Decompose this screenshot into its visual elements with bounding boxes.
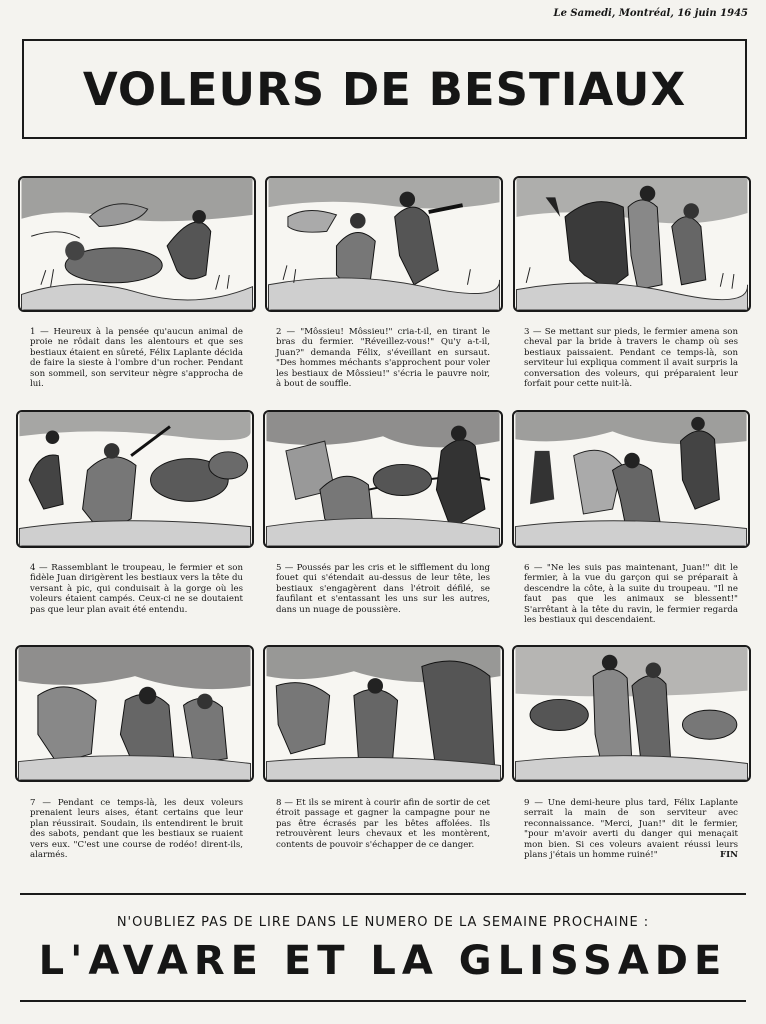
next-story-title: L'AVARE ET LA GLISSADE bbox=[38, 938, 728, 984]
comic-panel-9 bbox=[512, 645, 751, 782]
panel-illustration-8 bbox=[265, 647, 502, 780]
panel-illustration-7 bbox=[17, 647, 252, 780]
caption-6: 6 — "Ne les suis pas maintenant, Juan!" dit le fermier, à la vue du garçon qui se préparait à descendre la côte, à la suite du troupeau. "Il ne faut pas que les animaux se blessent!" S'arrêtant à la tête du ravin, le fermier regarda les bestiaux qui descendaient. bbox=[524, 563, 738, 626]
panel-illustration-6 bbox=[514, 412, 748, 546]
caption-7: 7 — Pendant ce temps-là, les deux voleurs prenaient leurs aises, étant certains que leur plan réussirait. Soudain, ils entendirent le bruit des sabots, pendant que les bestiaux se ruaient vers eux. "C'est une course de rodéo! dirent-ils, alarmés. bbox=[30, 798, 243, 861]
panel-illustration-3 bbox=[515, 178, 749, 310]
caption-9-text: 9 — Une demi-heure plus tard, Félix Laplante serrait la main de son serviteur avec reconnaissance. "Merci, Juan!" dit le fermier, "pour m'avoir averti du danger qui menaçait mon bien. Si ces voleurs avaient réussi leurs plans j'étais un homme ruiné!" bbox=[524, 798, 738, 861]
caption-1: 1 — Heureux à la pensée qu'aucun animal de proie ne rôdait dans les alentours et que ses bestiaux étaient en sûreté, Félix Laplante décida de faire la sieste à l'ombre d'un rocher. Pendant son sommeil, son serviteur nègre s'approcha de lui. bbox=[30, 327, 243, 390]
panel-illustration-4 bbox=[18, 412, 252, 546]
caption-3: 3 — Se mettant sur pieds, le fermier amena son cheval par la bride à travers le champ où ses bestiaux paissaient. Pendant ce temps-là, son serviteur lui expliqua comment il avait surpris la conversation des voleurs, qui préparaient leur forfait pour cette nuit-là. bbox=[524, 327, 738, 390]
caption-4: 4 — Rassemblant le troupeau, le fermier et son fidèle Juan dirigèrent les bestiaux vers la tête du versant à pic, qui conduisait à la gorge où les voleurs étaient campés. Ceux-ci ne se doutaient pas que leur plan avait été entendu. bbox=[30, 563, 243, 615]
caption-5: 5 — Poussés par les cris et le sifflement du long fouet qui s'étendait au-dessus de leur tête, les bestiaux s'engagèrent dans l'étroit défilé, se faufilant et s'entassant les uns sur les autres, dans un nuage de poussière. bbox=[276, 563, 490, 615]
caption-9 bbox=[524, 798, 738, 860]
comic-panel-3 bbox=[513, 176, 751, 312]
next-week-announcement: N'OUBLIEZ PAS DE LIRE DANS LE NUMERO DE LA SEMAINE PROCHAINE : bbox=[116, 915, 650, 930]
panel-illustration-5 bbox=[265, 412, 501, 546]
title-box bbox=[22, 39, 747, 139]
comic-panel-1 bbox=[18, 176, 256, 312]
panel-illustration-2 bbox=[267, 178, 501, 310]
comic-panel-6 bbox=[512, 410, 750, 548]
footer-top-rule bbox=[20, 893, 746, 895]
panel-illustration-9 bbox=[514, 647, 749, 780]
comic-panel-8 bbox=[263, 645, 504, 782]
comic-panel-4 bbox=[16, 410, 254, 548]
caption-8: 8 — Et ils se mirent à courir afin de sortir de cet étroit passage et gagner la campagne pour ne pas être écrasés par les bêtes affolées. Ils retrouvèrent leurs chevaux et les montèrent, contents de pouvoir s'échapper de ce danger. bbox=[276, 798, 490, 850]
caption-2: 2 — "Môssieu! Môssieu!" cria-t-il, en tirant le bras du fermier. "Réveillez-vous!" Qu'y a-t-il, Juan?" demanda Félix, s'éveillant en sursaut. "Des hommes méchants s'approchent pour voler les bestiaux de Môssieu!" s'écria le pauvre noir, à bout de souffle. bbox=[276, 327, 490, 390]
comic-panel-2 bbox=[265, 176, 503, 312]
footer-bottom-rule bbox=[20, 1000, 746, 1002]
end-marker: FIN bbox=[720, 850, 738, 861]
masthead: Le Samedi, Montréal, 16 juin 1945 bbox=[553, 8, 748, 19]
comic-panel-5 bbox=[263, 410, 503, 548]
page-title: VOLEURS DE BESTIAUX bbox=[82, 62, 687, 116]
panel-illustration-1 bbox=[20, 178, 254, 310]
comic-panel-7 bbox=[15, 645, 254, 782]
